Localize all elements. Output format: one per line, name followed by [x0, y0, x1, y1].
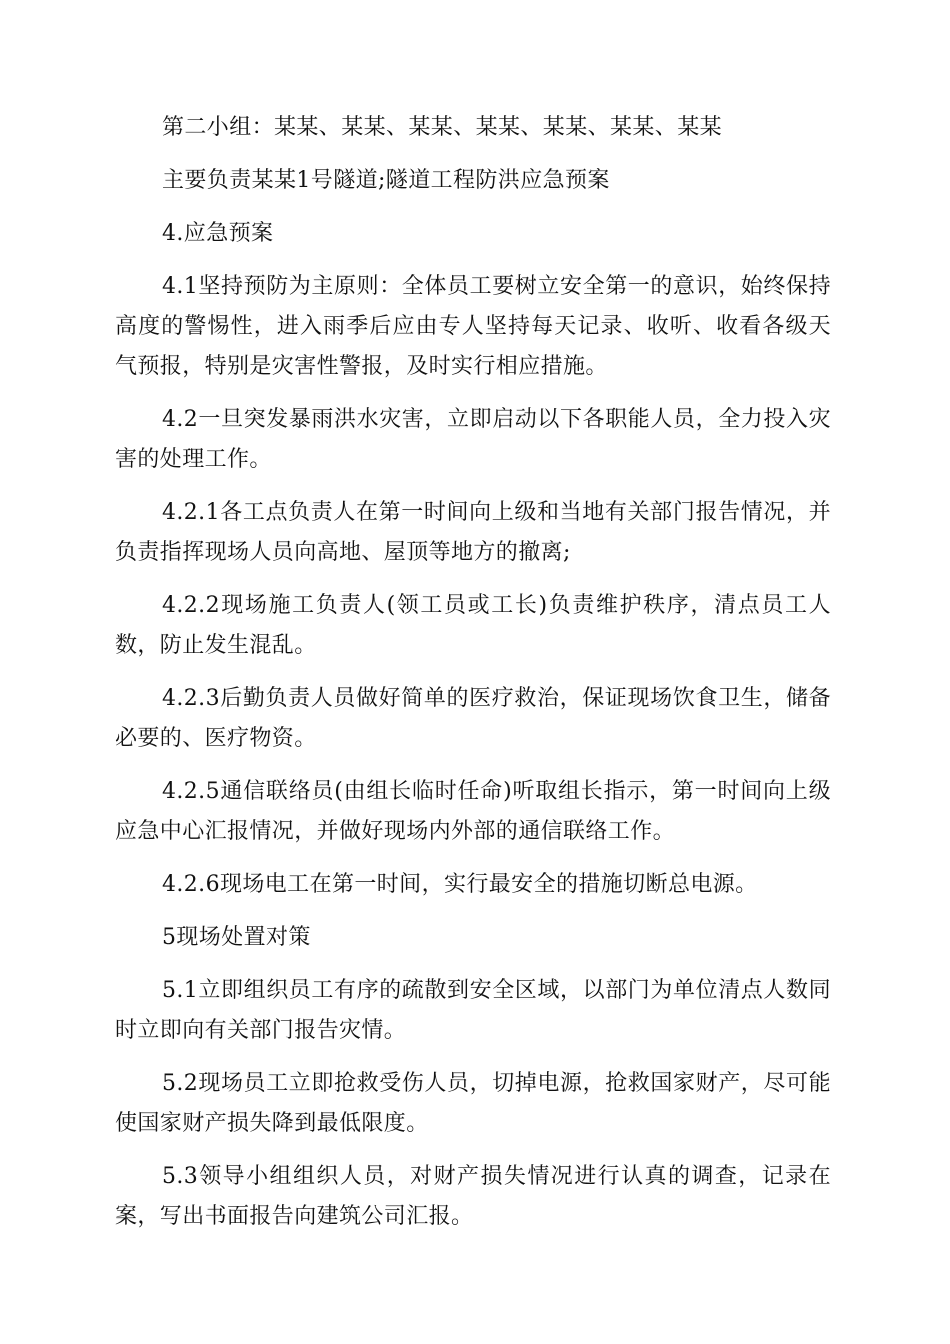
paragraph-group-two-members: 第二小组：某某、某某、某某、某某、某某、某某、某某 — [162, 115, 723, 140]
paragraph-4-2-6: 4.2.6现场电工在第一时间，实行最安全的措施切断总电源。 — [162, 872, 758, 897]
paragraph-4-1: 4.1坚持预防为主原则：全体员工要树立安全第一的意识，始终保持高度的警惕性，进入雨季后应由专人坚持每天记录、收听、收看各级天气预报，特别是灾害性警报，及时实行相应措施。 — [115, 274, 831, 379]
paragraph-5-2: 5.2现场员工立即抢救受伤人员，切掉电源，抢救国家财产，尽可能使国家财产损失降到最低限度。 — [115, 1071, 831, 1136]
document-body — [115, 108, 831, 1250]
paragraph-4-2-1: 4.2.1各工点负责人在第一时间向上级和当地有关部门报告情况，并负责指挥现场人员向高地、屋顶等地方的撤离; — [115, 500, 831, 565]
paragraph-4-2: 4.2一旦突发暴雨洪水灾害，立即启动以下各职能人员，全力投入灾害的处理工作。 — [115, 407, 831, 472]
paragraph-4-2-5: 4.2.5通信联络员(由组长临时任命)听取组长指示，第一时间向上级应急中心汇报情况，并做好现场内外部的通信联络工作。 — [115, 779, 831, 844]
paragraph-5-3: 5.3领导小组组织人员，对财产损失情况进行认真的调查，记录在案，写出书面报告向建筑公司汇报。 — [115, 1164, 831, 1229]
paragraph-4-2-3: 4.2.3后勤负责人员做好简单的医疗救治，保证现场饮食卫生，储备必要的、医疗物资。 — [115, 686, 831, 751]
section-heading-emergency-plan: 4.应急预案 — [162, 221, 274, 246]
paragraph-4-2-2: 4.2.2现场施工负责人(领工员或工长)负责维护秩序，清点员工人数，防止发生混乱。 — [115, 593, 831, 658]
paragraph-5-1: 5.1立即组织员工有序的疏散到安全区域，以部门为单位清点人数同时立即向有关部门报告灾情。 — [115, 978, 831, 1043]
section-heading-onsite-measures: 5现场处置对策 — [162, 925, 311, 950]
paragraph-responsibility: 主要负责某某1号隧道;隧道工程防洪应急预案 — [162, 168, 610, 193]
